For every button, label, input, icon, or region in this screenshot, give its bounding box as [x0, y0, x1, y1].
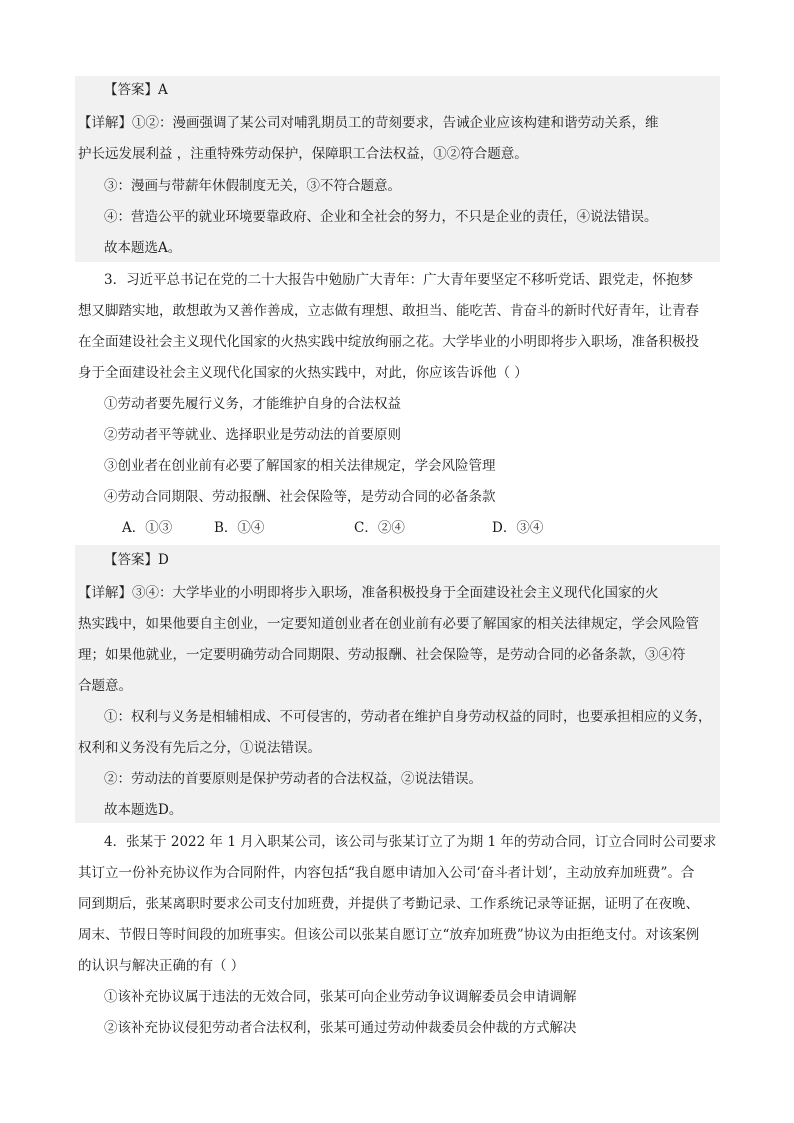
- question-3-item: ①劳动者要先履行义务，才能维护自身的合法权益: [104, 396, 401, 412]
- detail-line: 【详解】①②：漫画强调了某公司对哺乳期员工的苛刻要求，告诫企业应该构建和谐劳动关系，维: [78, 115, 659, 131]
- answer-block-1: [75, 76, 720, 262]
- detail-line: 护长远发展利益 ，注重特殊劳动保护，保障职工合法权益，①②符合题意。: [78, 146, 528, 162]
- detail-line: 【详解】③④：大学毕业的小明即将步入职场，准备积极投身于全面建设社会主义现代化国家的火: [78, 585, 659, 601]
- detail-line: 权利和义务没有先后之分，①说法错误。: [78, 740, 321, 756]
- option-a[interactable]: A．①③: [122, 520, 173, 536]
- question-3-stem: 想又脚踏实地，敢想敢为又善作善成，立志做有理想、敢担当、能吃苦、肯奋斗的新时代好青年，让青春: [78, 303, 699, 319]
- question-4-stem: 其订立一份补充协议作为合同附件，内容包括“我自愿申请加入公司‘奋斗者计划’，主动放弃加班费”。合: [78, 865, 695, 881]
- answer-label: 【答案】A: [104, 82, 168, 98]
- question-4-stem: 4．张某于 2022 年 1 月入职某公司，该公司与张某订立了为期 1 年的劳动合同，订立合同时公司要求: [104, 834, 717, 850]
- detail-line: 理；如果他就业，一定要明确劳动合同期限、劳动报酬、社会保险等，是劳动合同的必备条款，③④符: [78, 647, 686, 663]
- option-b[interactable]: B．①④: [214, 520, 265, 536]
- question-4-stem: 的认识与解决正确的有（ ）: [78, 958, 245, 974]
- detail-line: ④：营造公平的就业环境要靠政府、企业和全社会的努力，不只是企业的责任，④说法错误。: [104, 209, 658, 225]
- detail-line: 热实践中，如果他要自主创业，一定要知道创业者在创业前有必要了解国家的相关法律规定，学会风险管: [78, 616, 699, 632]
- option-d[interactable]: D．③④: [492, 520, 544, 536]
- detail-line: 故本题选D。: [104, 802, 183, 818]
- detail-line: ①：权利与义务是相辅相成、不可侵害的，劳动者在维护自身劳动权益的同时，也要承担相应的义务，: [104, 709, 712, 725]
- question-4-item: ②该补充协议侵犯劳动者合法权利，张某可通过劳动仲裁委员会仲裁的方式解决: [104, 1020, 577, 1036]
- detail-line: 故本题选A。: [104, 240, 182, 256]
- question-3-item: ②劳动者平等就业、选择职业是劳动法的首要原则: [104, 427, 401, 443]
- question-3-item: ③创业者在创业前有必要了解国家的相关法律规定，学会风险管理: [104, 458, 496, 474]
- question-4-item: ①该补充协议属于违法的无效合同，张某可向企业劳动争议调解委员会申请调解: [104, 989, 577, 1005]
- question-3-stem: 在全面建设社会主义现代化国家的火热实践中绽放绚丽之花。大学毕业的小明即将步入职场，准备积极投: [78, 334, 699, 350]
- question-3-stem: 3．习近平总书记在党的二十大报告中勉励广大青年：广大青年要坚定不移听党话、跟党走，怀抱梦: [104, 272, 694, 288]
- detail-line: ②：劳动法的首要原则是保护劳动者的合法权益，②说法错误。: [104, 771, 482, 787]
- detail-line: 合题意。: [78, 678, 132, 694]
- question-3-item: ④劳动合同期限、劳动报酬、社会保险等，是劳动合同的必备条款: [104, 489, 496, 505]
- question-3-stem: 身于全面建设社会主义现代化国家的火热实践中，对此，你应该告诉他（ ）: [78, 365, 528, 381]
- detail-line: ③：漫画与带薪年休假制度无关，③不符合题意。: [104, 178, 401, 194]
- option-c[interactable]: C．②④: [354, 520, 405, 536]
- question-4-stem: 同到期后，张某离职时要求公司支付加班费，并提供了考勤记录、工作系统记录等证据，证明了在夜晚、: [78, 896, 699, 912]
- question-4-stem: 周末、节假日等时间段的加班事实。但该公司以张某自愿订立“放弃加班费”协议为由拒绝支付。对该案例: [78, 927, 700, 943]
- answer-label: 【答案】D: [104, 552, 169, 568]
